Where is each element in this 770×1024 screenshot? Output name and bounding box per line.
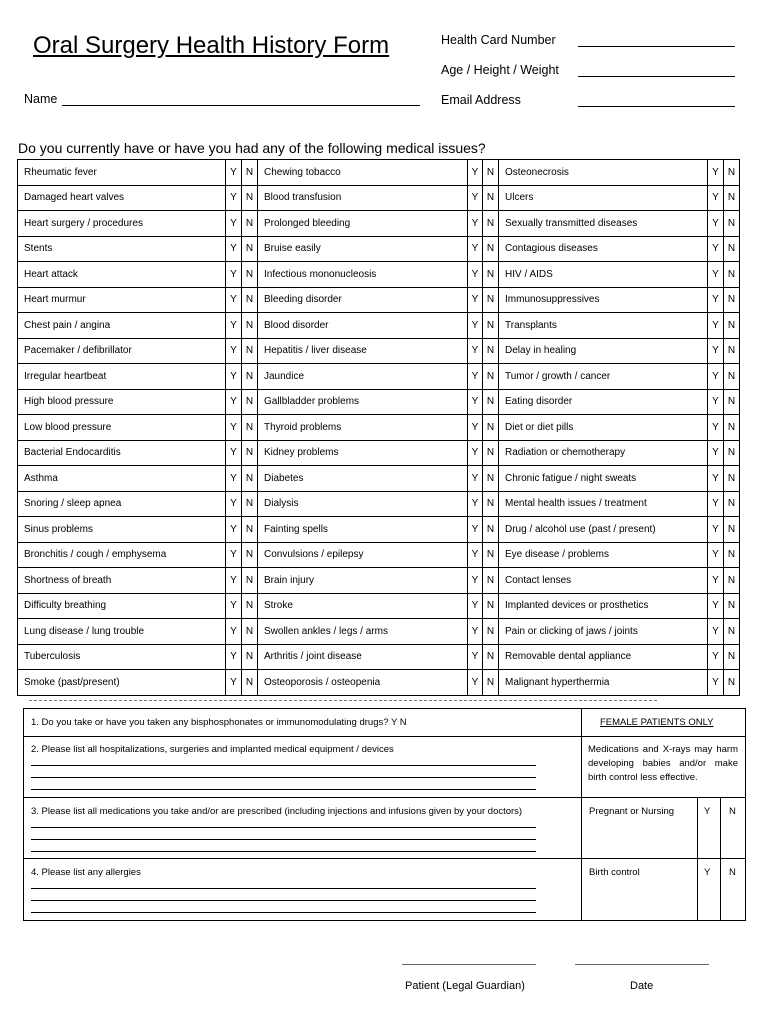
yes-option[interactable]: Y <box>708 160 724 186</box>
yes-option[interactable]: Y <box>226 389 242 415</box>
yes-option[interactable]: Y <box>226 644 242 670</box>
condition-label: Drug / alcohol use (past / present) <box>499 517 708 543</box>
health-card-label: Health Card Number <box>441 33 556 47</box>
yes-option[interactable]: Y <box>226 491 242 517</box>
table-row <box>18 491 740 517</box>
condition-label: Pacemaker / defibrillator <box>18 338 226 364</box>
no-option[interactable]: N <box>724 491 740 517</box>
question-3: 3. Please list all medications you take and/or are prescribed (including injections and infusions given by your doctors) <box>31 806 523 817</box>
yes-option[interactable]: Y <box>708 670 724 696</box>
condition-label: Immunosuppressives <box>499 287 708 313</box>
no-option[interactable]: N <box>724 287 740 313</box>
table-row <box>18 466 740 492</box>
patient-signature-label: Patient (Legal Guardian) <box>405 980 525 992</box>
answer-line[interactable] <box>31 839 536 840</box>
no-option[interactable]: N <box>483 389 499 415</box>
no-option[interactable]: N <box>242 491 258 517</box>
medical-issues-question: Do you currently have or have you had any of the following medical issues? <box>18 140 486 156</box>
health-card-field[interactable] <box>578 46 735 47</box>
pregnant-label: Pregnant or Nursing <box>589 806 675 817</box>
condition-label: Prolonged bleeding <box>258 211 468 237</box>
name-field[interactable] <box>62 105 420 106</box>
no-option[interactable]: N <box>242 389 258 415</box>
no-option[interactable]: N <box>242 338 258 364</box>
table-row <box>18 542 740 568</box>
table-row <box>18 364 740 390</box>
no-option[interactable]: N <box>483 262 499 288</box>
yes-option[interactable]: Y <box>468 364 483 390</box>
yes-option[interactable]: Y <box>226 338 242 364</box>
no-option[interactable]: N <box>242 517 258 543</box>
condition-label: Gallbladder problems <box>258 389 468 415</box>
yes-option[interactable]: Y <box>226 160 242 186</box>
yes-option[interactable]: Y <box>226 211 242 237</box>
condition-label: Bleeding disorder <box>258 287 468 313</box>
condition-label: Swollen ankles / legs / arms <box>258 619 468 645</box>
no-option[interactable]: N <box>724 542 740 568</box>
no-option[interactable]: N <box>242 593 258 619</box>
yes-option[interactable]: Y <box>226 593 242 619</box>
no-option[interactable]: N <box>242 644 258 670</box>
table-row <box>18 313 740 339</box>
yes-option[interactable]: Y <box>708 364 724 390</box>
no-option[interactable]: N <box>483 160 499 186</box>
yes-option[interactable]: Y <box>468 415 483 441</box>
condition-label: Heart murmur <box>18 287 226 313</box>
condition-label: Rheumatic fever <box>18 160 226 186</box>
condition-label: Eating disorder <box>499 389 708 415</box>
condition-label: Bruise easily <box>258 236 468 262</box>
answer-line[interactable] <box>31 765 536 766</box>
no-option[interactable]: N <box>724 313 740 339</box>
date-line[interactable] <box>575 964 709 965</box>
page-title: Oral Surgery Health History Form <box>33 32 390 59</box>
answer-line[interactable] <box>31 777 536 778</box>
no-option[interactable]: N <box>242 211 258 237</box>
table-row <box>18 644 740 670</box>
yes-option[interactable]: Y <box>226 568 242 594</box>
no-option[interactable]: N <box>724 211 740 237</box>
no-option[interactable]: N <box>242 619 258 645</box>
condition-label: Blood transfusion <box>258 185 468 211</box>
no-option[interactable]: N <box>724 338 740 364</box>
condition-label: Shortness of breath <box>18 568 226 594</box>
condition-label: Ulcers <box>499 185 708 211</box>
yes-option[interactable]: Y <box>468 670 483 696</box>
yes-option[interactable]: Y <box>468 160 483 186</box>
yes-option[interactable]: Y <box>708 236 724 262</box>
condition-label: Mental health issues / treatment <box>499 491 708 517</box>
yes-option[interactable]: Y <box>708 568 724 594</box>
condition-label: Jaundice <box>258 364 468 390</box>
condition-label: Sexually transmitted diseases <box>499 211 708 237</box>
yes-option[interactable]: Y <box>226 415 242 441</box>
section-divider <box>29 700 657 701</box>
condition-label: Kidney problems <box>258 440 468 466</box>
yes-option[interactable]: Y <box>708 211 724 237</box>
answer-line[interactable] <box>31 789 536 790</box>
female-patients-heading: FEMALE PATIENTS ONLY <box>600 717 714 728</box>
no-option[interactable]: N <box>483 211 499 237</box>
age-height-weight-field[interactable] <box>578 76 735 77</box>
yes-option[interactable]: Y <box>226 440 242 466</box>
no-option[interactable]: N <box>724 364 740 390</box>
table-row <box>18 415 740 441</box>
no-option[interactable]: N <box>483 415 499 441</box>
pregnant-yes[interactable]: Y <box>704 806 711 817</box>
yes-option[interactable]: Y <box>468 619 483 645</box>
condition-label: Thyroid problems <box>258 415 468 441</box>
yes-option[interactable]: Y <box>468 644 483 670</box>
no-option[interactable]: N <box>483 491 499 517</box>
birth-control-yes[interactable]: Y <box>704 867 711 878</box>
no-option[interactable]: N <box>724 389 740 415</box>
condition-label: Eye disease / problems <box>499 542 708 568</box>
table-row <box>18 593 740 619</box>
condition-label: Sinus problems <box>18 517 226 543</box>
answer-line[interactable] <box>31 851 536 852</box>
yes-option[interactable]: Y <box>226 542 242 568</box>
yes-option[interactable]: Y <box>468 236 483 262</box>
no-option[interactable]: N <box>724 619 740 645</box>
no-option[interactable]: N <box>242 415 258 441</box>
no-option[interactable]: N <box>724 517 740 543</box>
question-2: 2. Please list all hospitalizations, surgeries and implanted medical equipment / devices <box>31 744 394 755</box>
condition-label: Radiation or chemotherapy <box>499 440 708 466</box>
yes-option[interactable]: Y <box>468 287 483 313</box>
condition-label: Transplants <box>499 313 708 339</box>
table-row <box>18 389 740 415</box>
no-option[interactable]: N <box>483 466 499 492</box>
no-option[interactable]: N <box>724 644 740 670</box>
condition-label: Chronic fatigue / night sweats <box>499 466 708 492</box>
condition-label: Blood disorder <box>258 313 468 339</box>
table-row <box>18 287 740 313</box>
no-option[interactable]: N <box>724 160 740 186</box>
no-option[interactable]: N <box>724 670 740 696</box>
no-option[interactable]: N <box>483 670 499 696</box>
no-option[interactable]: N <box>724 593 740 619</box>
yes-option[interactable]: Y <box>708 644 724 670</box>
no-option[interactable]: N <box>483 364 499 390</box>
question-4: 4. Please list any allergies <box>31 867 141 878</box>
yes-option[interactable]: Y <box>468 517 483 543</box>
no-option[interactable]: N <box>483 236 499 262</box>
condition-label: Stroke <box>258 593 468 619</box>
no-option[interactable]: N <box>483 644 499 670</box>
yes-option[interactable]: Y <box>468 262 483 288</box>
no-option[interactable]: N <box>242 670 258 696</box>
yes-option[interactable]: Y <box>708 491 724 517</box>
no-option[interactable]: N <box>483 440 499 466</box>
no-option[interactable]: N <box>724 466 740 492</box>
table-row <box>18 568 740 594</box>
condition-label: Removable dental appliance <box>499 644 708 670</box>
no-option[interactable]: N <box>483 313 499 339</box>
no-option[interactable]: N <box>242 466 258 492</box>
yes-option[interactable]: Y <box>708 593 724 619</box>
condition-label: Snoring / sleep apnea <box>18 491 226 517</box>
condition-label: Pain or clicking of jaws / joints <box>499 619 708 645</box>
yes-option[interactable]: Y <box>708 338 724 364</box>
yes-option[interactable]: Y <box>226 466 242 492</box>
answer-line[interactable] <box>31 827 536 828</box>
no-option[interactable]: N <box>724 440 740 466</box>
no-option[interactable]: N <box>242 287 258 313</box>
condition-label: Lung disease / lung trouble <box>18 619 226 645</box>
no-option[interactable]: N <box>483 568 499 594</box>
no-option[interactable]: N <box>724 568 740 594</box>
no-option[interactable]: N <box>483 287 499 313</box>
condition-label: Delay in healing <box>499 338 708 364</box>
condition-label: Tumor / growth / cancer <box>499 364 708 390</box>
table-row <box>18 262 740 288</box>
yes-option[interactable]: Y <box>226 517 242 543</box>
yes-option[interactable]: Y <box>468 313 483 339</box>
age-height-weight-label: Age / Height / Weight <box>441 63 559 77</box>
yes-option[interactable]: Y <box>468 389 483 415</box>
yes-option[interactable]: Y <box>468 211 483 237</box>
condition-label: Stents <box>18 236 226 262</box>
condition-label: Implanted devices or prosthetics <box>499 593 708 619</box>
condition-label: Osteoporosis / osteopenia <box>258 670 468 696</box>
condition-label: Smoke (past/present) <box>18 670 226 696</box>
condition-label: Low blood pressure <box>18 415 226 441</box>
birth-control-no[interactable]: N <box>729 867 736 878</box>
table-row <box>18 185 740 211</box>
condition-label: Osteonecrosis <box>499 160 708 186</box>
patient-signature-line[interactable] <box>402 964 536 965</box>
no-option[interactable]: N <box>483 619 499 645</box>
condition-label: Malignant hyperthermia <box>499 670 708 696</box>
yes-option[interactable]: Y <box>708 415 724 441</box>
female-patients-note: Medications and X-rays may harm developing babies and/or make birth control less effective. <box>588 744 738 783</box>
condition-label: Diabetes <box>258 466 468 492</box>
answer-line[interactable] <box>31 912 536 913</box>
yes-option[interactable]: Y <box>468 466 483 492</box>
no-option[interactable]: N <box>242 185 258 211</box>
table-row <box>18 440 740 466</box>
yes-option[interactable]: Y <box>708 262 724 288</box>
table-row <box>18 338 740 364</box>
no-option[interactable]: N <box>724 185 740 211</box>
no-option[interactable]: N <box>724 236 740 262</box>
yes-option[interactable]: Y <box>468 440 483 466</box>
pregnant-no[interactable]: N <box>729 806 736 817</box>
no-option[interactable]: N <box>724 415 740 441</box>
no-option[interactable]: N <box>242 440 258 466</box>
yes-option[interactable]: Y <box>226 313 242 339</box>
no-option[interactable]: N <box>483 593 499 619</box>
condition-label: Contact lenses <box>499 568 708 594</box>
email-label: Email Address <box>441 93 521 107</box>
table-row <box>18 670 740 696</box>
condition-label: Tuberculosis <box>18 644 226 670</box>
no-option[interactable]: N <box>483 542 499 568</box>
no-option[interactable]: N <box>242 236 258 262</box>
yes-option[interactable]: Y <box>708 619 724 645</box>
no-option[interactable]: N <box>242 568 258 594</box>
yes-option[interactable]: Y <box>708 185 724 211</box>
condition-label: Damaged heart valves <box>18 185 226 211</box>
yes-option[interactable]: Y <box>226 236 242 262</box>
no-option[interactable]: N <box>483 185 499 211</box>
condition-label: Chewing tobacco <box>258 160 468 186</box>
yes-option[interactable]: Y <box>708 389 724 415</box>
no-option[interactable]: N <box>242 160 258 186</box>
table-row <box>18 517 740 543</box>
no-option[interactable]: N <box>242 364 258 390</box>
yes-option[interactable]: Y <box>708 440 724 466</box>
condition-label: Chest pain / angina <box>18 313 226 339</box>
condition-label: Hepatitis / liver disease <box>258 338 468 364</box>
yes-option[interactable]: Y <box>226 619 242 645</box>
date-label: Date <box>630 980 654 992</box>
table-row <box>18 236 740 262</box>
condition-label: Dialysis <box>258 491 468 517</box>
yes-option[interactable]: Y <box>468 491 483 517</box>
email-field[interactable] <box>578 106 735 107</box>
condition-label: Irregular heartbeat <box>18 364 226 390</box>
condition-label: Convulsions / epilepsy <box>258 542 468 568</box>
condition-label: Arthritis / joint disease <box>258 644 468 670</box>
yes-option[interactable]: Y <box>708 287 724 313</box>
condition-label: Bacterial Endocarditis <box>18 440 226 466</box>
question-1: 1. Do you take or have you taken any bisphosphonates or immunomodulating drugs? Y N <box>31 717 407 728</box>
yes-option[interactable]: Y <box>468 593 483 619</box>
yes-option[interactable]: Y <box>708 542 724 568</box>
yes-option[interactable]: Y <box>468 568 483 594</box>
yes-option[interactable]: Y <box>226 287 242 313</box>
yes-option[interactable]: Y <box>708 466 724 492</box>
no-option[interactable]: N <box>724 262 740 288</box>
yes-option[interactable]: Y <box>708 313 724 339</box>
yes-option[interactable]: Y <box>708 517 724 543</box>
yes-option[interactable]: Y <box>226 185 242 211</box>
condition-label: HIV / AIDS <box>499 262 708 288</box>
condition-label: Asthma <box>18 466 226 492</box>
name-label: Name <box>24 92 58 106</box>
condition-label: Diet or diet pills <box>499 415 708 441</box>
condition-label: Fainting spells <box>258 517 468 543</box>
yes-option[interactable]: Y <box>226 364 242 390</box>
answer-line[interactable] <box>31 888 536 889</box>
no-option[interactable]: N <box>483 517 499 543</box>
table-row <box>18 211 740 237</box>
condition-label: Bronchitis / cough / emphysema <box>18 542 226 568</box>
no-option[interactable]: N <box>242 542 258 568</box>
yes-option[interactable]: Y <box>226 670 242 696</box>
no-option[interactable]: N <box>483 338 499 364</box>
table-row <box>18 619 740 645</box>
condition-label: Brain injury <box>258 568 468 594</box>
condition-label: Contagious diseases <box>499 236 708 262</box>
yes-option[interactable]: Y <box>468 338 483 364</box>
yes-option[interactable]: Y <box>468 185 483 211</box>
condition-label: Heart surgery / procedures <box>18 211 226 237</box>
no-option[interactable]: N <box>242 313 258 339</box>
condition-label: Difficulty breathing <box>18 593 226 619</box>
yes-option[interactable]: Y <box>226 262 242 288</box>
yes-option[interactable]: Y <box>468 542 483 568</box>
medical-issues-table <box>17 159 740 696</box>
birth-control-label: Birth control <box>589 867 640 878</box>
condition-label: Infectious mononucleosis <box>258 262 468 288</box>
table-row <box>18 160 740 186</box>
condition-label: Heart attack <box>18 262 226 288</box>
no-option[interactable]: N <box>242 262 258 288</box>
condition-label: High blood pressure <box>18 389 226 415</box>
answer-line[interactable] <box>31 900 536 901</box>
